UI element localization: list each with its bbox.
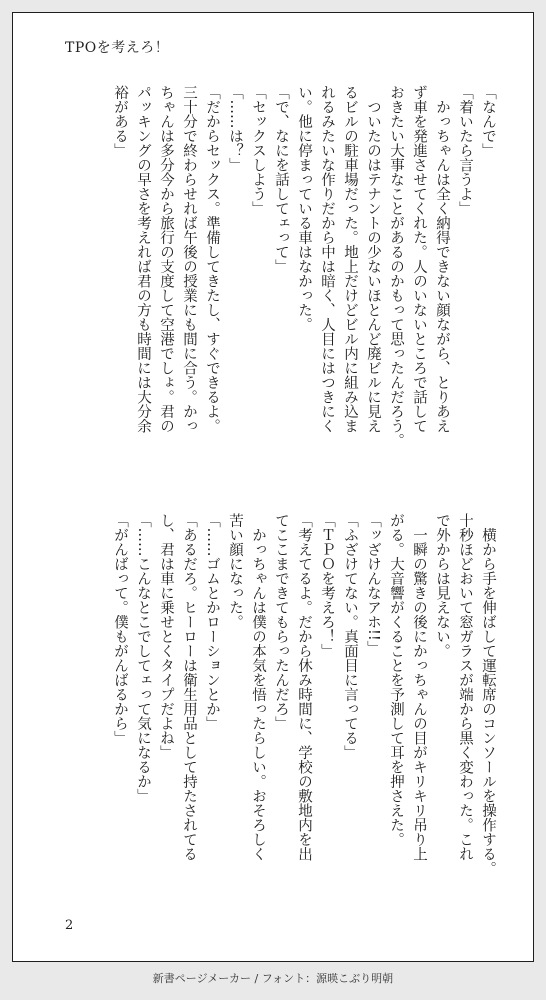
text-line: てここまできてもらったんだろ」 (273, 513, 289, 731)
text-tier-bottom (108, 513, 499, 903)
text-line: るビルの駐車場だった。地上だけどビル内に組み込ま (342, 85, 358, 433)
text-line: 「なんで」 (480, 85, 496, 158)
text-line: 「だからセックス。準備してきたし、すぐできるよ。 (204, 85, 220, 433)
book-page (12, 12, 534, 962)
text-line: おきたい大事なことがあるのかもって思ったんだろう。 (388, 85, 404, 448)
text-line: 一瞬の驚きの後にかっちゃんの目がキリキリ吊り上 (411, 513, 427, 861)
text-line: 「……は？」 (227, 85, 243, 172)
text-line: 「着いたら言うよ」 (457, 85, 473, 216)
text-line: 十秒ほどおいて窓ガラスが端から黒く変わった。これ (457, 513, 473, 861)
text-line: 「……こんなとこでしてェって気になるか」 (135, 513, 151, 803)
chapter-title: TPOを考えろ！ (65, 40, 170, 56)
text-line: 裕がある」 (112, 85, 128, 158)
text-line: 横から手を伸ばして運転席のコンソールを操作する。 (480, 513, 496, 876)
footer-credit: 新書ページメーカー / フォント：源暎こぶり明朝 (152, 972, 394, 985)
text-line: 「で、なにを話してェって」 (273, 85, 289, 274)
text-line: し、君は車に乗せとくタイプだよね」 (158, 513, 174, 760)
text-line: 「……ゴムとかローションとか」 (204, 513, 220, 731)
text-line: 「ＴＰＯを考えろ！」 (319, 513, 335, 658)
text-line: ついたのはテナントの少ないほとんど廃ビルに見え (365, 85, 381, 433)
text-line: れるみたいな作りだから中は暗く、人目にはつきにく (319, 85, 335, 433)
text-line: 「ッざけんなアホ!!」 (365, 513, 381, 656)
text-line: 三十分で終わらせれば午後の授業にも間に合う。かっ (181, 85, 197, 433)
text-line: 「セックスしよう」 (250, 85, 266, 216)
text-line: い。他に停まっている車はなかった。 (296, 85, 312, 332)
text-line: 「考えてるよ。だから休み時間に、学校の敷地内を出 (296, 513, 312, 861)
text-line: ちゃんは多分今から旅行の支度して空港でしょ。君の (158, 85, 174, 433)
text-line: がる。大音響がくることを予測して耳を押さえた。 (388, 513, 404, 847)
text-line: 「ふざけてない。真面目に言ってる」 (342, 513, 358, 760)
text-line: で外からは見えない。 (434, 513, 450, 658)
text-line: 「がんばって。僕もがんばるから」 (112, 513, 128, 745)
text-line: パッキングの早さを考えれば君の方も時間には大分余 (135, 85, 151, 433)
text-line: ず車を発進させてくれた。人のいないところで話して (411, 85, 427, 433)
text-line: かっちゃんは全く納得できない顔ながら、とりあえ (434, 85, 450, 433)
text-line: かっちゃんは僕の本気を悟ったらしい。おそろしく (250, 513, 266, 861)
text-line: 「あるだろ。ヒーローは衛生用品として持たされてる (181, 513, 197, 861)
text-tier-top (108, 85, 499, 469)
text-line: 苦い顔になった。 (227, 513, 243, 629)
page-number: 2 (65, 918, 74, 933)
